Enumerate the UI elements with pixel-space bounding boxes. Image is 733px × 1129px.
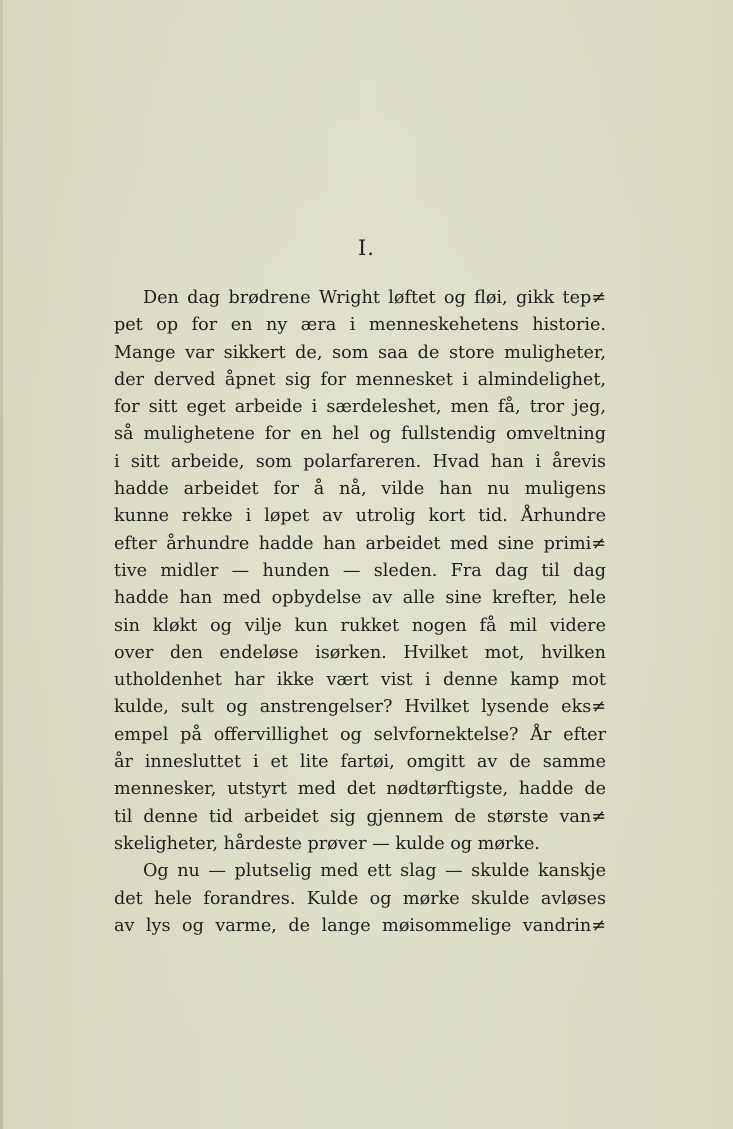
- text-line: det hele forandres. Kulde og mørke skulde avløses: [114, 888, 606, 909]
- text-line: hadde arbeidet for å nå, vilde han nu muligens: [114, 479, 606, 500]
- text-line: år innesluttet i et lite fartøi, omgitt av de samme: [114, 752, 606, 773]
- text-line: pet op for en ny æra i menneskehetens historie.: [114, 315, 606, 336]
- text-line: empel på offervillighet og selvfornektelse? År efter: [114, 724, 606, 745]
- page-edge: [0, 0, 3, 1129]
- text-line: for sitt eget arbeide i særdeleshet, men få, tror jeg,: [114, 397, 606, 418]
- text-line: Mange var sikkert de, som saa de store muligheter,: [114, 342, 606, 363]
- body-text: [114, 285, 606, 940]
- text-line: tive midler — hunden — sleden. Fra dag til dag: [114, 560, 606, 581]
- chapter-heading: I.: [358, 236, 375, 260]
- text-line: efter århundre hadde han arbeidet med sine primi≠: [114, 533, 606, 554]
- text-line: kulde, sult og anstrengelser? Hvilket lysende eks≠: [114, 697, 606, 718]
- text-line: av lys og varme, de lange møisommelige vandrin≠: [114, 915, 606, 936]
- text-line: over den endeløse isørken. Hvilket mot, hvilken: [114, 642, 606, 663]
- text-line: til denne tid arbeidet sig gjennem de største van≠: [114, 806, 606, 827]
- text-line: Og nu — plutselig med ett slag — skulde kanskje: [143, 861, 606, 882]
- text-line: kunne rekke i løpet av utrolig kort tid. Århundre: [114, 506, 606, 527]
- text-line: hadde han med opbydelse av alle sine krefter, hele: [114, 588, 606, 609]
- text-line: Den dag brødrene Wright løftet og fløi, gikk tep≠: [143, 288, 606, 308]
- text-line: utholdenhet har ikke vært vist i denne kamp mot: [114, 670, 606, 691]
- text-line: mennesker, utstyrt med det nødtørftigste, hadde de: [114, 779, 606, 800]
- text-line: skeligheter, hårdeste prøver — kulde og mørke.: [114, 833, 541, 854]
- text-line: der derved åpnet sig for mennesket i almindelighet,: [114, 369, 606, 390]
- text-line: så mulighetene for en hel og fullstendig omveltning: [114, 424, 606, 445]
- text-line: sin kløkt og vilje kun rukket nogen få mil videre: [114, 615, 606, 636]
- text-line: i sitt arbeide, som polarfareren. Hvad han i årevis: [114, 451, 606, 472]
